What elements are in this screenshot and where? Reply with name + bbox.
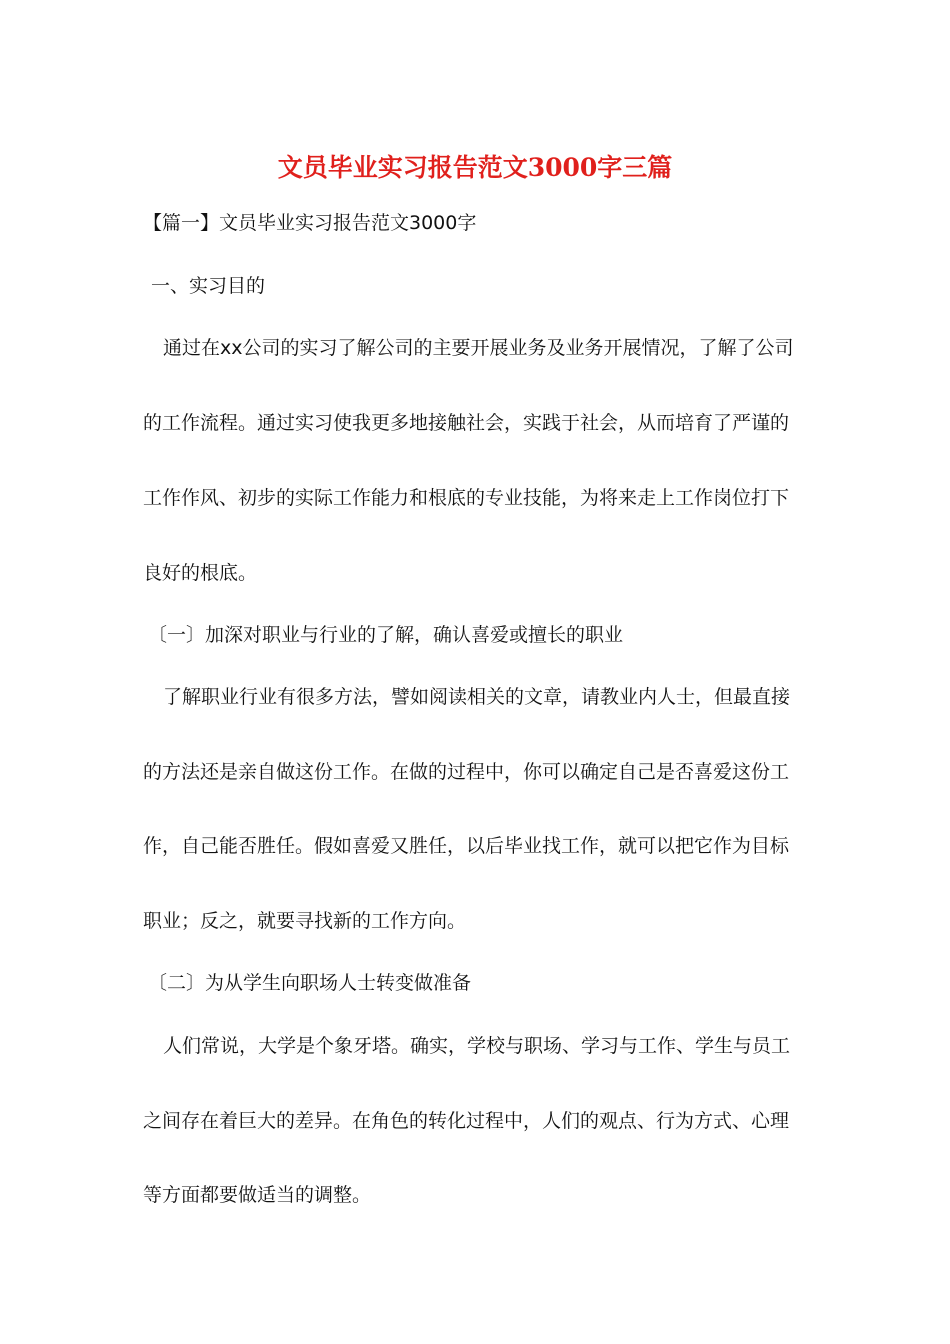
paragraph-line: 人们常说，大学是个象牙塔。确实，学校与职场、学习与工作、学生与员工 xyxy=(163,1035,791,1057)
paragraph-line: 工作作风、初步的实际工作能力和根底的专业技能，为将来走上工作岗位打下 xyxy=(143,487,790,509)
document-title: 文员毕业实习报告范文3000字三篇 xyxy=(277,153,673,182)
section-heading-purpose: 一、实习目的 xyxy=(151,275,266,297)
paragraph-line: 作，自己能否胜任。假如喜爱又胜任，以后毕业找工作，就可以把它作为目标 xyxy=(143,835,790,857)
part-heading: 【篇一】文员毕业实习报告范文3000字 xyxy=(143,212,477,234)
paragraph-line: 的工作流程。通过实习使我更多地接触社会，实践于社会，从而培育了严谨的 xyxy=(143,412,790,434)
subsection-heading-2: 〔二〕为从学生向职场人士转变做准备 xyxy=(148,972,472,994)
subsection-heading-1: 〔一〕加深对职业与行业的了解，确认喜爱或擅长的职业 xyxy=(148,624,624,646)
paragraph-line: 通过在xx公司的实习了解公司的主要开展业务及业务开展情况，了解了公司 xyxy=(163,337,794,359)
paragraph-line: 了解职业行业有很多方法，譬如阅读相关的文章，请教业内人士，但最直接 xyxy=(163,686,791,708)
paragraph-line: 之间存在着巨大的差异。在角色的转化过程中，人们的观点、行为方式、心理 xyxy=(143,1110,790,1132)
paragraph-line: 良好的根底。 xyxy=(143,562,258,584)
paragraph-line: 职业；反之，就要寻找新的工作方向。 xyxy=(143,910,467,932)
paragraph-line: 等方面都要做适当的调整。 xyxy=(143,1184,372,1206)
paragraph-line: 的方法还是亲自做这份工作。在做的过程中，你可以确定自己是否喜爱这份工 xyxy=(143,761,790,783)
